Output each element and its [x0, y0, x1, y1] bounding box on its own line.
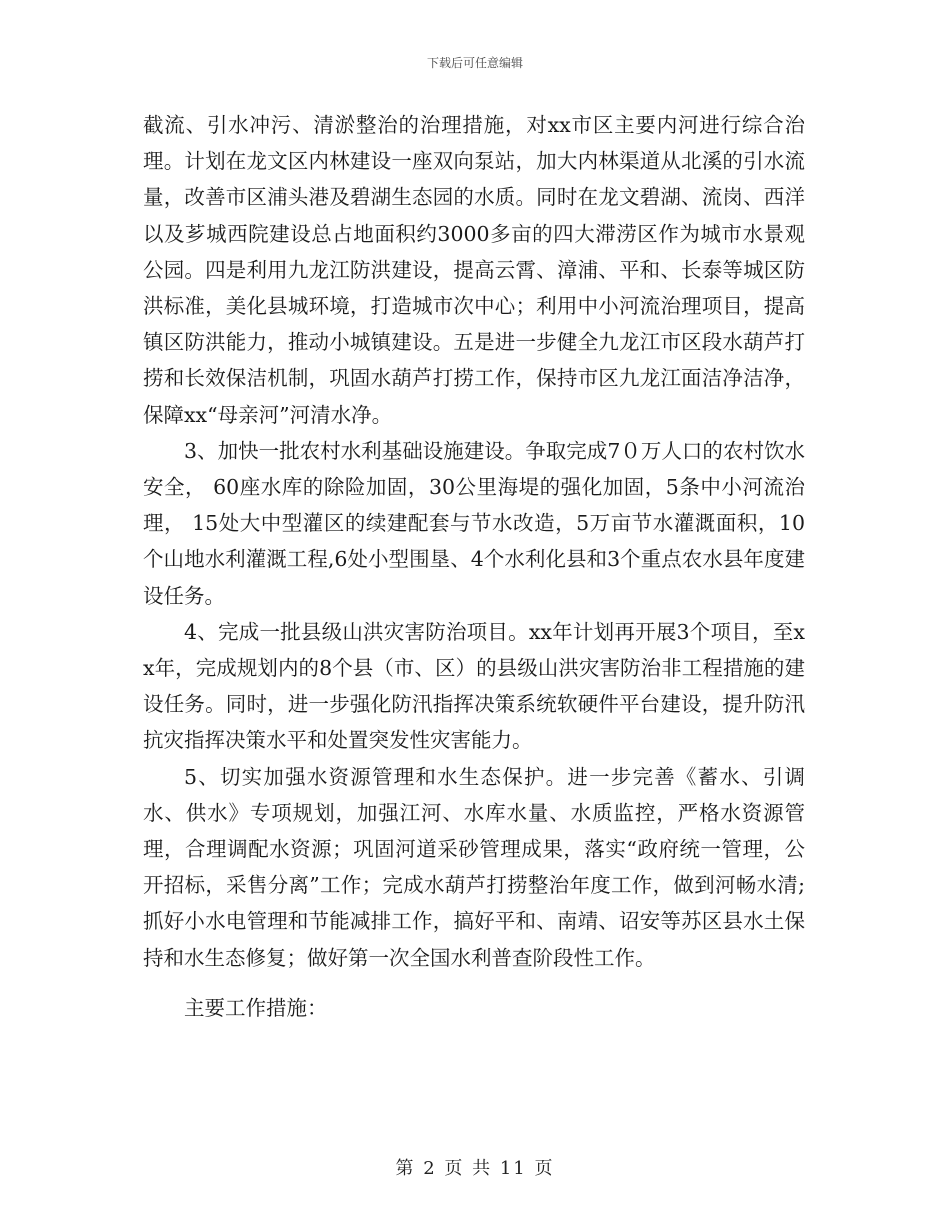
page-number: 第 2 页 共 11 页	[395, 1158, 555, 1179]
section-subheading: 主要工作措施：	[184, 995, 328, 1020]
paragraph-4: 5、切实加强水资源管理和水生态保护。进一步完善《蓄水、引调水、供水》专项规划，加强江河、水库水量、水质监控，严格水资源管理，合理调配水资源；巩固河道采砂管理成果，落实“政府统一管理，公开招标，采售分离”工作；完成水葫芦打捞整治年度工作，做到河畅水清;抓好小水电管理和节能减排工作，搞好平和、南靖、诏安等苏区县水土保持和水生态修复；做好第一次全国水利普查阶段性工作。	[143, 764, 805, 970]
paragraph-3: 4、完成一批县级山洪灾害防治项目。xx年计划再开展3个项目，至xx年，完成规划内的8个县（市、区）的县级山洪灾害防治非工程措施的建设任务。同时，进一步强化防汛指挥决策系统软硬件平台建设，提升防汛抗灾指挥决策水平和处置突发性灾害能力。	[143, 619, 805, 753]
document-body	[143, 107, 805, 1026]
paragraph-2: 3、加快一批农村水利基础设施建设。争取完成7０万人口的农村饮水安全， 60座水库的除险加固，30公里海堤的强化加固，5条中小河流治理， 15处大中型灌区的续建配套与节水改造，5万亩节水灌溉面积，10个山地水利灌溉工程,6处小型围垦、4个水利化县和3个重点农水县年度建设任务。	[143, 438, 805, 608]
page-header-note: 下载后可任意编辑	[426, 56, 523, 70]
paragraph-1: 截流、引水冲污、清淤整治的治理措施，对xx市区主要内河进行综合治理。计划在龙文区内林建设一座双向泵站，加大内林渠道从北溪的引水流量，改善市区浦头港及碧湖生态园的水质。同时在龙文碧湖、流岗、西洋以及芗城西院建设总占地面积约3000多亩的四大滞涝区作为城市水景观公园。四是利用九龙江防洪建设，提高云霄、漳浦、平和、长泰等城区防洪标准，美化县城环境，打造城市次中心；利用中小河流治理项目，提高镇区防洪能力，推动小城镇建设。五是进一步健全九龙江市区段水葫芦打捞和长效保洁机制，巩固水葫芦打捞工作，保持市区九龙江面洁净洁净，保障xx“母亲河”河清水净。	[143, 113, 805, 427]
